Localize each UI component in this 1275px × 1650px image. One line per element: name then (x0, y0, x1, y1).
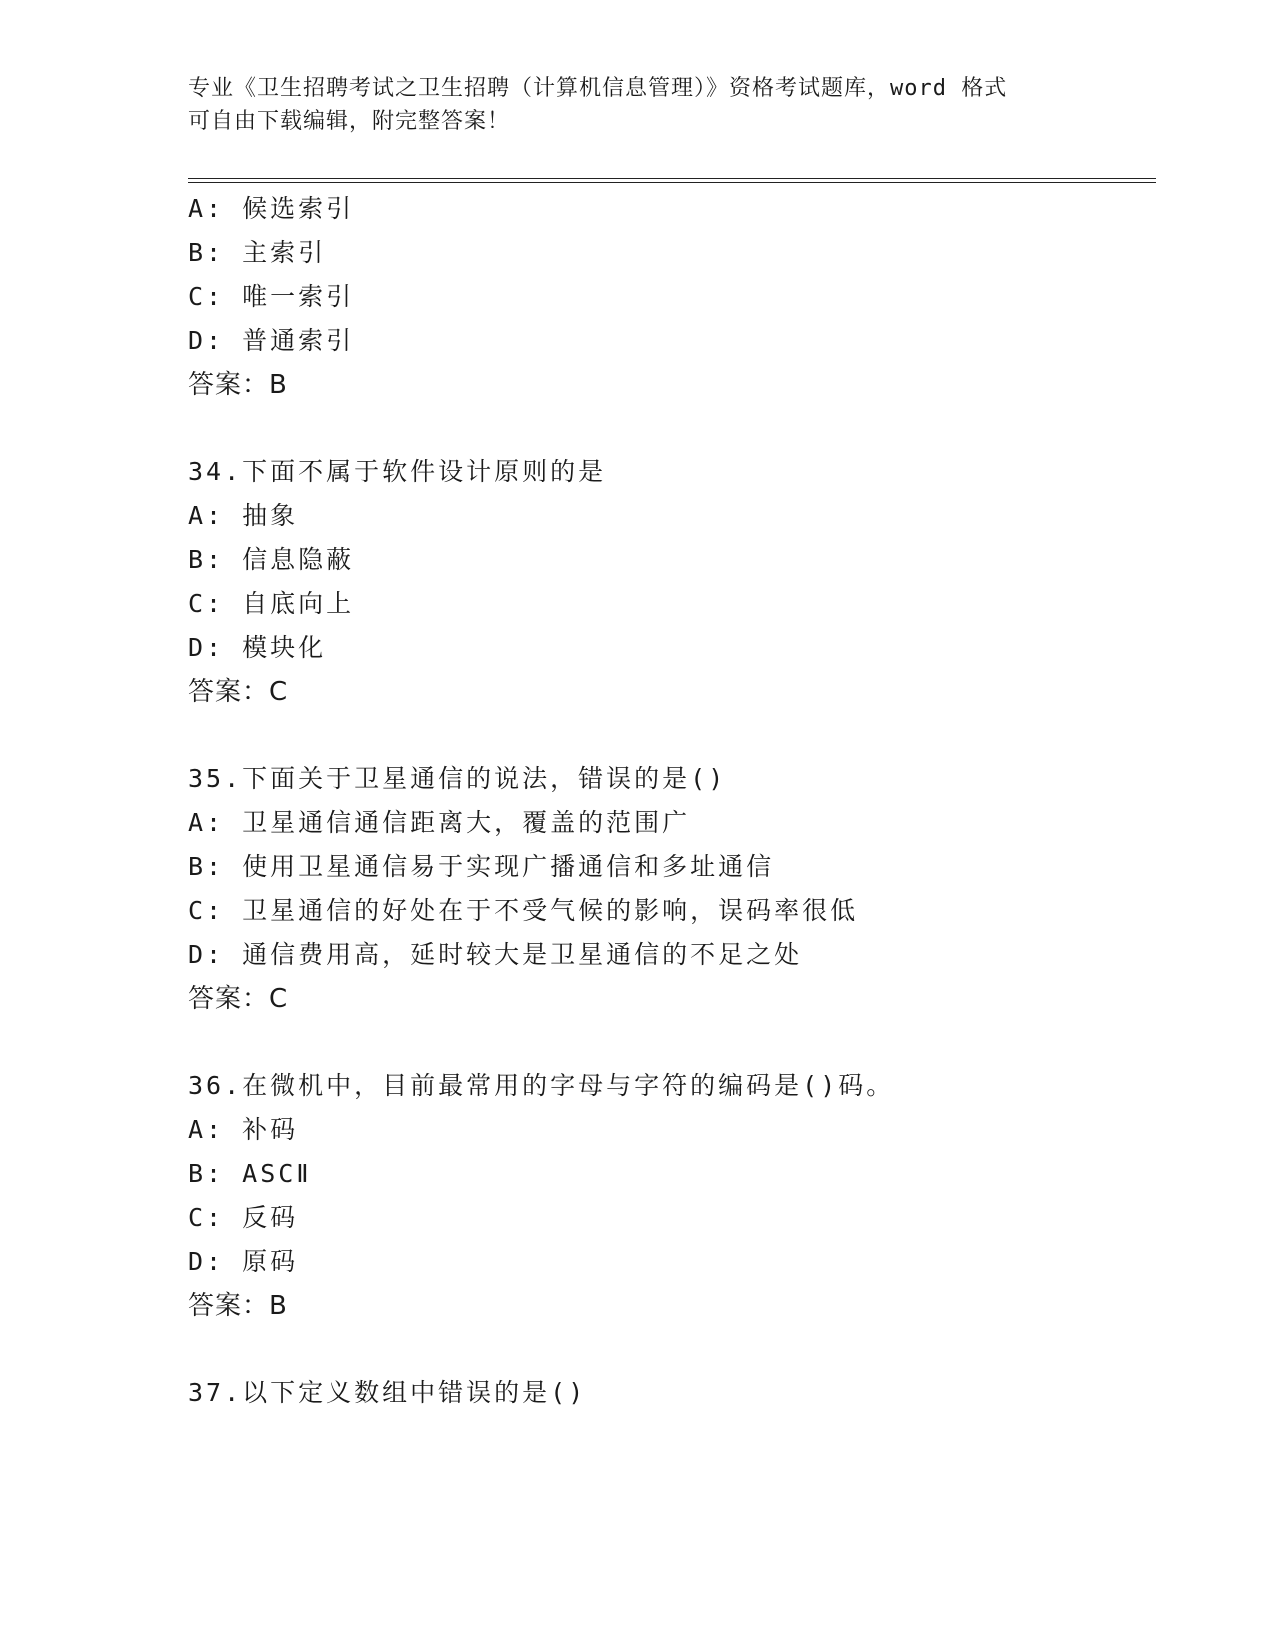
q36-option-d: D: 原码 (188, 1247, 299, 1276)
q35-option-a: A: 卫星通信通信距离大，覆盖的范围广 (188, 808, 691, 837)
q33-option-b: B: 主索引 (188, 238, 327, 267)
q36-option-c: C: 反码 (188, 1203, 299, 1232)
q34-option-d: D: 模块化 (188, 633, 327, 662)
q34-option-c: C: 自底向上 (188, 589, 355, 618)
document-header (188, 72, 1088, 138)
q36-answer: 答案：B (188, 1291, 288, 1321)
q36-question: 36.在微机中，目前最常用的字母与字符的编码是()码。 (188, 1071, 895, 1100)
q34-question: 34.下面不属于软件设计原则的是 (188, 457, 607, 486)
q34-option-b: B: 信息隐蔽 (188, 545, 355, 574)
header-divider-bottom (188, 182, 1156, 183)
q34-answer: 答案：C (188, 677, 289, 707)
q35-option-d: D: 通信费用高，延时较大是卫星通信的不足之处 (188, 940, 803, 969)
header-divider-top (188, 178, 1156, 179)
header-title-line-1: 专业《卫生招聘考试之卫生招聘（计算机信息管理）》资格考试题库，word 格式 (188, 76, 1008, 101)
q34-option-a: A: 抽象 (188, 501, 299, 530)
q35-answer: 答案：C (188, 984, 289, 1014)
q36-option-a: A: 补码 (188, 1115, 299, 1144)
q33-option-c: C: 唯一索引 (188, 282, 355, 311)
q35-question: 35.下面关于卫星通信的说法，错误的是() (188, 764, 727, 793)
q33-answer: 答案：B (188, 370, 288, 400)
q33-option-a: A: 候选索引 (188, 194, 355, 223)
q36-option-b: B: ASCⅡ (188, 1159, 312, 1188)
q35-option-b: B: 使用卫星通信易于实现广播通信和多址通信 (188, 852, 775, 881)
q35-option-c: C: 卫星通信的好处在于不受气候的影响，误码率很低 (188, 896, 859, 925)
q37-question: 37.以下定义数组中错误的是() (188, 1378, 587, 1407)
header-title-line-2: 可自由下载编辑，附完整答案！ (188, 109, 511, 134)
q33-option-d: D: 普通索引 (188, 326, 355, 355)
